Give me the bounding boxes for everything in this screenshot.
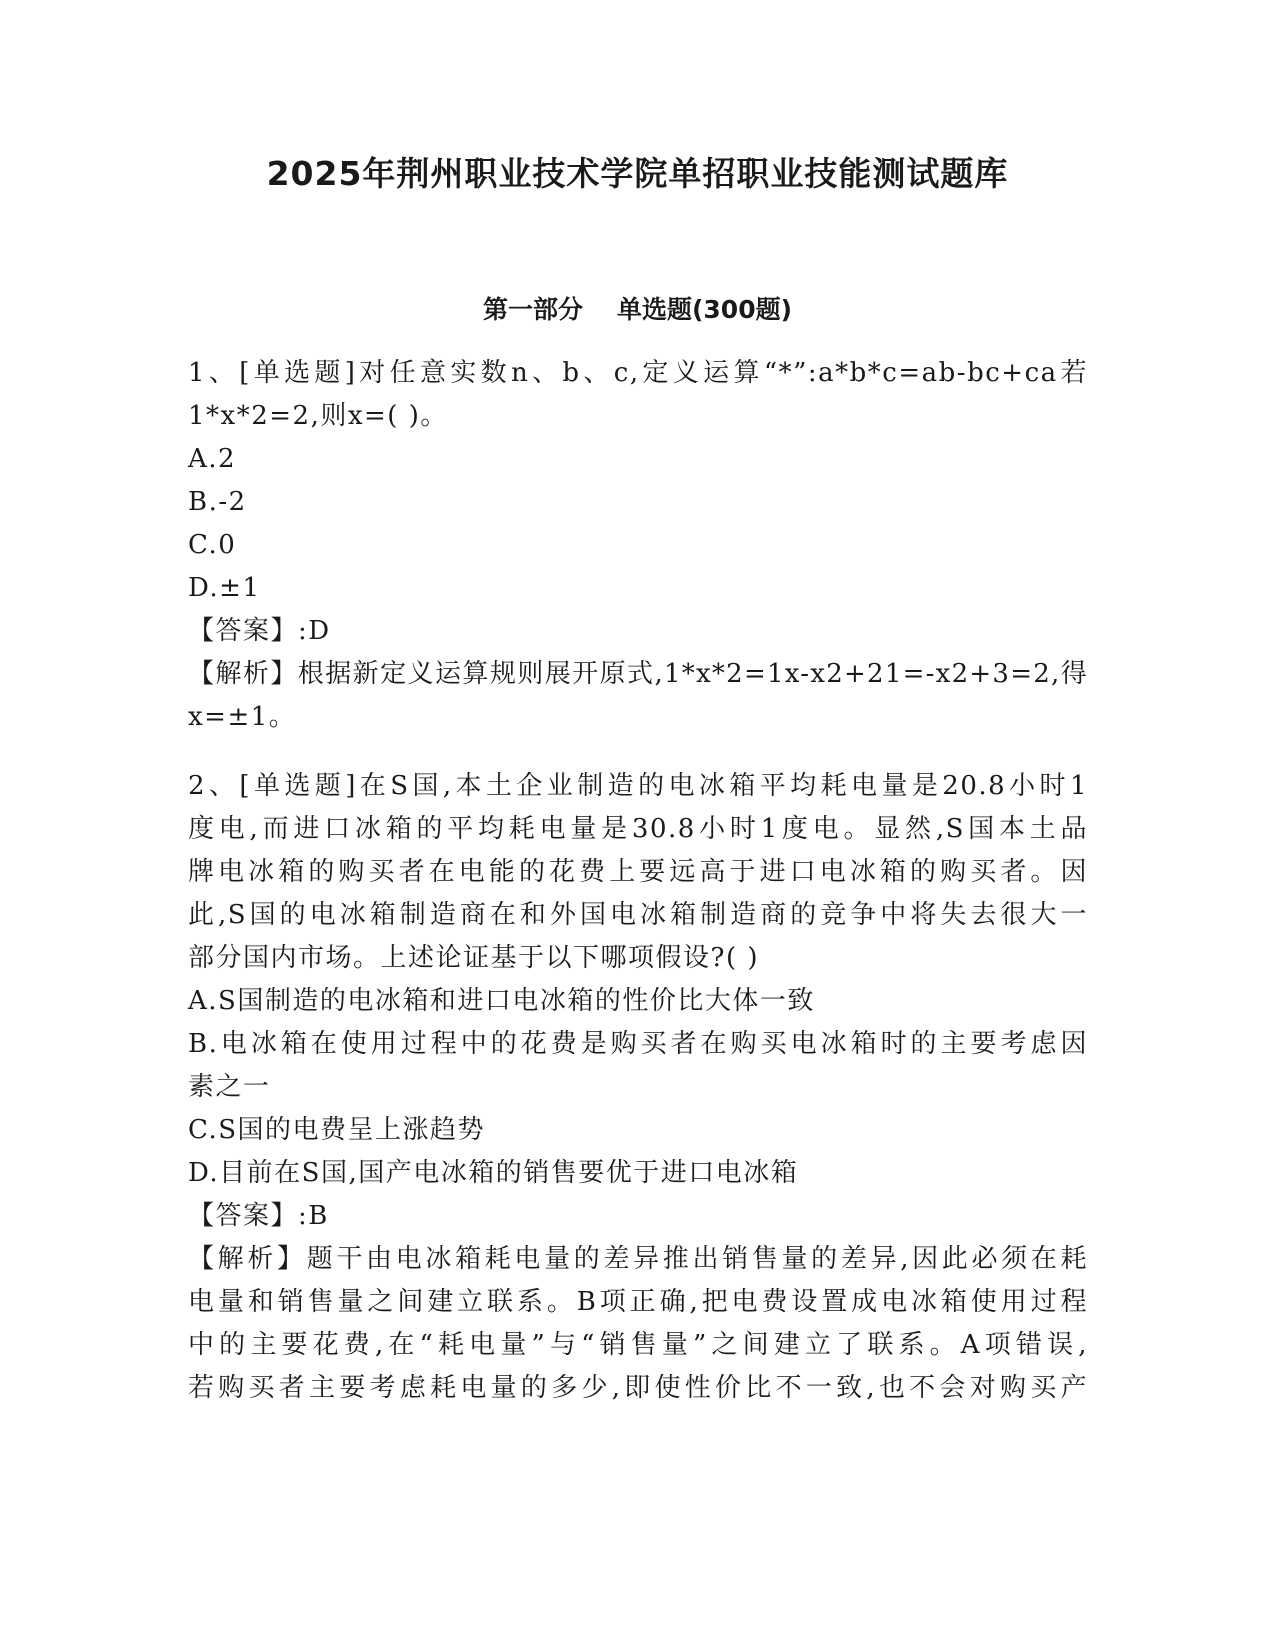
analysis: 中的主要花费,在“耗电量”与“销售量”之间建立了联系。A项错误, xyxy=(188,1330,1088,1360)
option-d: D.±1 xyxy=(188,573,261,603)
analysis: 【解析】根据新定义运算规则展开原式,1*x*2=1x-x2+21=-x2+3=2,得 xyxy=(188,659,1088,689)
question-stem: 此,S国的电冰箱制造商在和外国电冰箱制造商的竞争中将失去很大一 xyxy=(188,900,1088,930)
question-stem: 1*x*2=2,则x=( )。 xyxy=(188,401,448,431)
option-c: C.0 xyxy=(188,530,237,560)
question-1 xyxy=(188,352,1088,739)
option-b: B.电冰箱在使用过程中的花费是购买者在购买电冰箱时的主要考虑因 xyxy=(188,1029,1088,1059)
analysis: 电量和销售量之间建立联系。B项正确,把电费设置成电冰箱使用过程 xyxy=(188,1287,1088,1317)
analysis: 【解析】题干由电冰箱耗电量的差异推出销售量的差异,因此必须在耗 xyxy=(188,1244,1088,1274)
answer: 【答案】:B xyxy=(188,1201,329,1231)
option-c: C.S国的电费呈上涨趋势 xyxy=(188,1115,486,1145)
option-a: A.S国制造的电冰箱和进口电冰箱的性价比大体一致 xyxy=(188,986,815,1016)
question-stem: 1、[单选题]对任意实数n、b、c,定义运算“*”:a*b*c=ab-bc+ca若 xyxy=(188,358,1088,388)
option-a: A.2 xyxy=(188,444,237,474)
question-stem: 部分国内市场。上述论证基于以下哪项假设?( ) xyxy=(188,943,759,973)
section-title xyxy=(0,290,1275,326)
answer: 【答案】:D xyxy=(188,616,331,646)
question-stem: 度电,而进口冰箱的平均耗电量是30.8小时1度电。显然,S国本土品 xyxy=(188,814,1088,844)
option-b: B.-2 xyxy=(188,487,247,517)
document-title: 2025年荆州职业技术学院单招职业技能测试题库 xyxy=(266,154,1009,193)
analysis: x=±1。 xyxy=(188,702,297,732)
question-stem: 牌电冰箱的购买者在电能的花费上要远高于进口电冰箱的购买者。因 xyxy=(188,857,1088,887)
analysis: 若购买者主要考虑耗电量的多少,即使性价比不一致,也不会对购买产 xyxy=(188,1373,1088,1403)
option-b-continued: 素之一 xyxy=(188,1072,271,1102)
question-stem: 2、[单选题]在S国,本土企业制造的电冰箱平均耗电量是20.8小时1 xyxy=(188,771,1088,801)
section-part: 第一部分 xyxy=(482,295,583,324)
option-d: D.目前在S国,国产电冰箱的销售要优于进口电冰箱 xyxy=(188,1158,799,1188)
question-2 xyxy=(188,765,1088,1410)
section-name: 单选题(300题) xyxy=(616,295,793,324)
